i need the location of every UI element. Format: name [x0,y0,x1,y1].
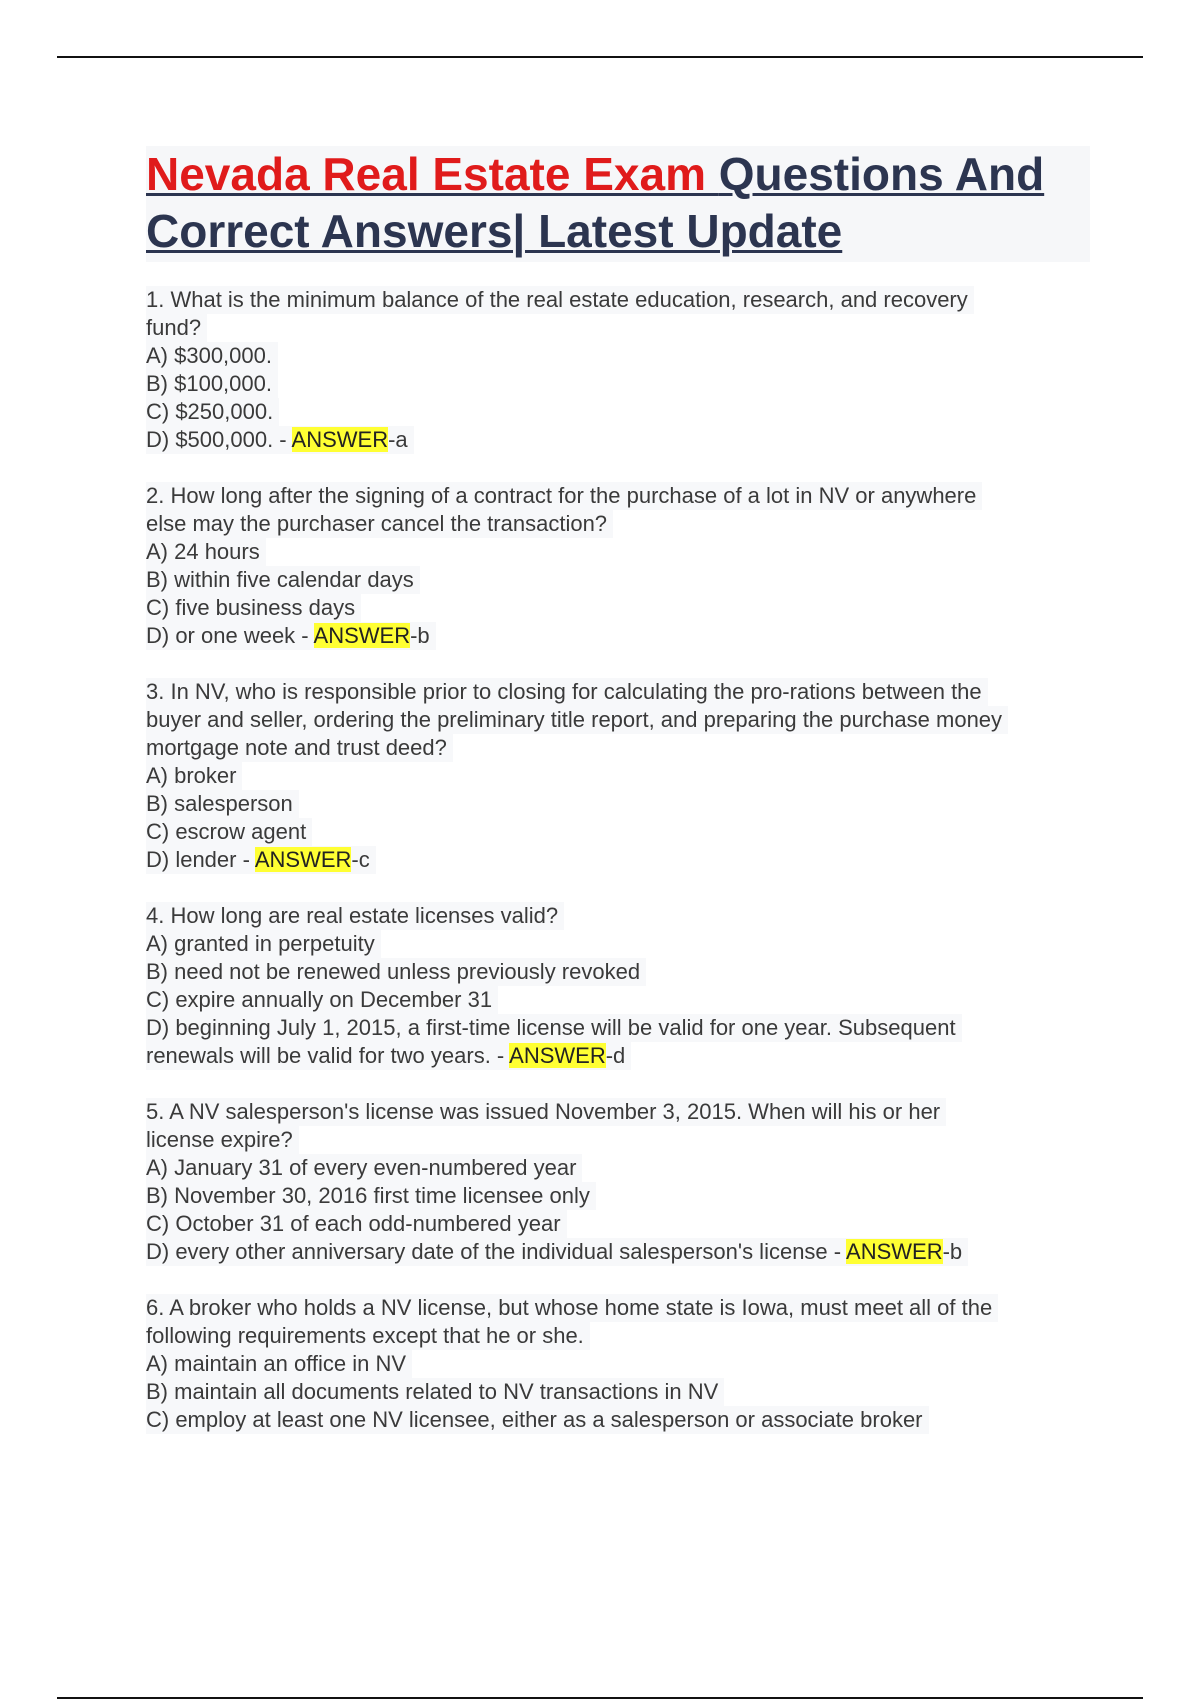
option-d-text: D) every other anniversary date of the individual salesperson's license - [146,1239,847,1264]
answer-label: ANSWER [254,847,352,872]
answer-label: ANSWER [313,623,411,648]
question-text: following requirements except that he or she. [146,1322,590,1350]
option-c: C) expire annually on December 31 [146,986,498,1014]
option-d-text: D) $500,000. - [146,427,292,452]
option-c: C) escrow agent [146,818,312,846]
question-6 [146,1294,1090,1434]
question-text: 5. A NV salesperson's license was issued November 3, 2015. When will his or her [146,1098,946,1126]
question-text: else may the purchaser cancel the transaction? [146,510,613,538]
title-block [146,146,1090,262]
question-text: 1. What is the minimum balance of the real estate education, research, and recovery [146,286,974,314]
question-text: 2. How long after the signing of a contract for the purchase of a lot in NV or anywhere [146,482,982,510]
option-d-continuation-with-answer [146,1042,631,1070]
question-text: 3. In NV, who is responsible prior to closing for calculating the pro-rations between the [146,678,988,706]
option-a: A) maintain an office in NV [146,1350,412,1378]
option-c: C) $250,000. [146,398,279,426]
answer-value: -c [351,847,370,872]
answer-label: ANSWER [291,427,389,452]
option-b: B) November 30, 2016 first time licensee only [146,1182,596,1210]
question-1 [146,286,1090,454]
option-d-text: D) lender - [146,847,255,872]
question-text: 6. A broker who holds a NV license, but whose home state is Iowa, must meet all of the [146,1294,998,1322]
option-a: A) granted in perpetuity [146,930,381,958]
option-d-with-answer [146,622,436,650]
question-text: license expire? [146,1126,299,1154]
question-4 [146,902,1090,1070]
answer-label: ANSWER [509,1043,606,1068]
option-b: B) within five calendar days [146,566,420,594]
title-dark-part: Questions And Correct Answers| Latest Update [146,148,1045,257]
option-a: A) broker [146,762,242,790]
option-d-with-answer [146,426,414,454]
answer-value: -a [388,427,408,452]
question-5 [146,1098,1090,1266]
footer-rule [57,1697,1143,1699]
header-rule [57,56,1143,58]
option-b: B) salesperson [146,790,299,818]
option-b: B) need not be renewed unless previously revoked [146,958,646,986]
option-c: C) employ at least one NV licensee, either as a salesperson or associate broker [146,1406,929,1434]
answer-value: -d [605,1043,626,1068]
question-text: fund? [146,314,207,342]
question-2 [146,482,1090,650]
option-c: C) October 31 of each odd-numbered year [146,1210,567,1238]
page-title [146,146,1090,260]
option-c: C) five business days [146,594,361,622]
answer-label: ANSWER [846,1239,943,1264]
document-body [146,146,1090,1462]
option-d-with-answer [146,846,376,874]
option-d-with-answer [146,1238,968,1266]
option-a: A) $300,000. [146,342,278,370]
question-text: mortgage note and trust deed? [146,734,453,762]
option-b: B) maintain all documents related to NV transactions in NV [146,1378,724,1406]
option-a: A) January 31 of every even-numbered year [146,1154,582,1182]
question-text: buyer and seller, ordering the preliminary title report, and preparing the purchase money [146,706,1008,734]
answer-value: -b [942,1239,963,1264]
option-b: B) $100,000. [146,370,278,398]
question-3 [146,678,1090,874]
option-a: A) 24 hours [146,538,266,566]
option-d-text: renewals will be valid for two years. - [146,1043,510,1068]
title-red-part: Nevada Real Estate Exam [146,148,719,200]
option-d-text: D) or one week - [146,623,314,648]
answer-value: -b [410,623,430,648]
option-d: D) beginning July 1, 2015, a first-time license will be valid for one year. Subsequent [146,1014,962,1042]
question-text: 4. How long are real estate licenses valid? [146,902,564,930]
